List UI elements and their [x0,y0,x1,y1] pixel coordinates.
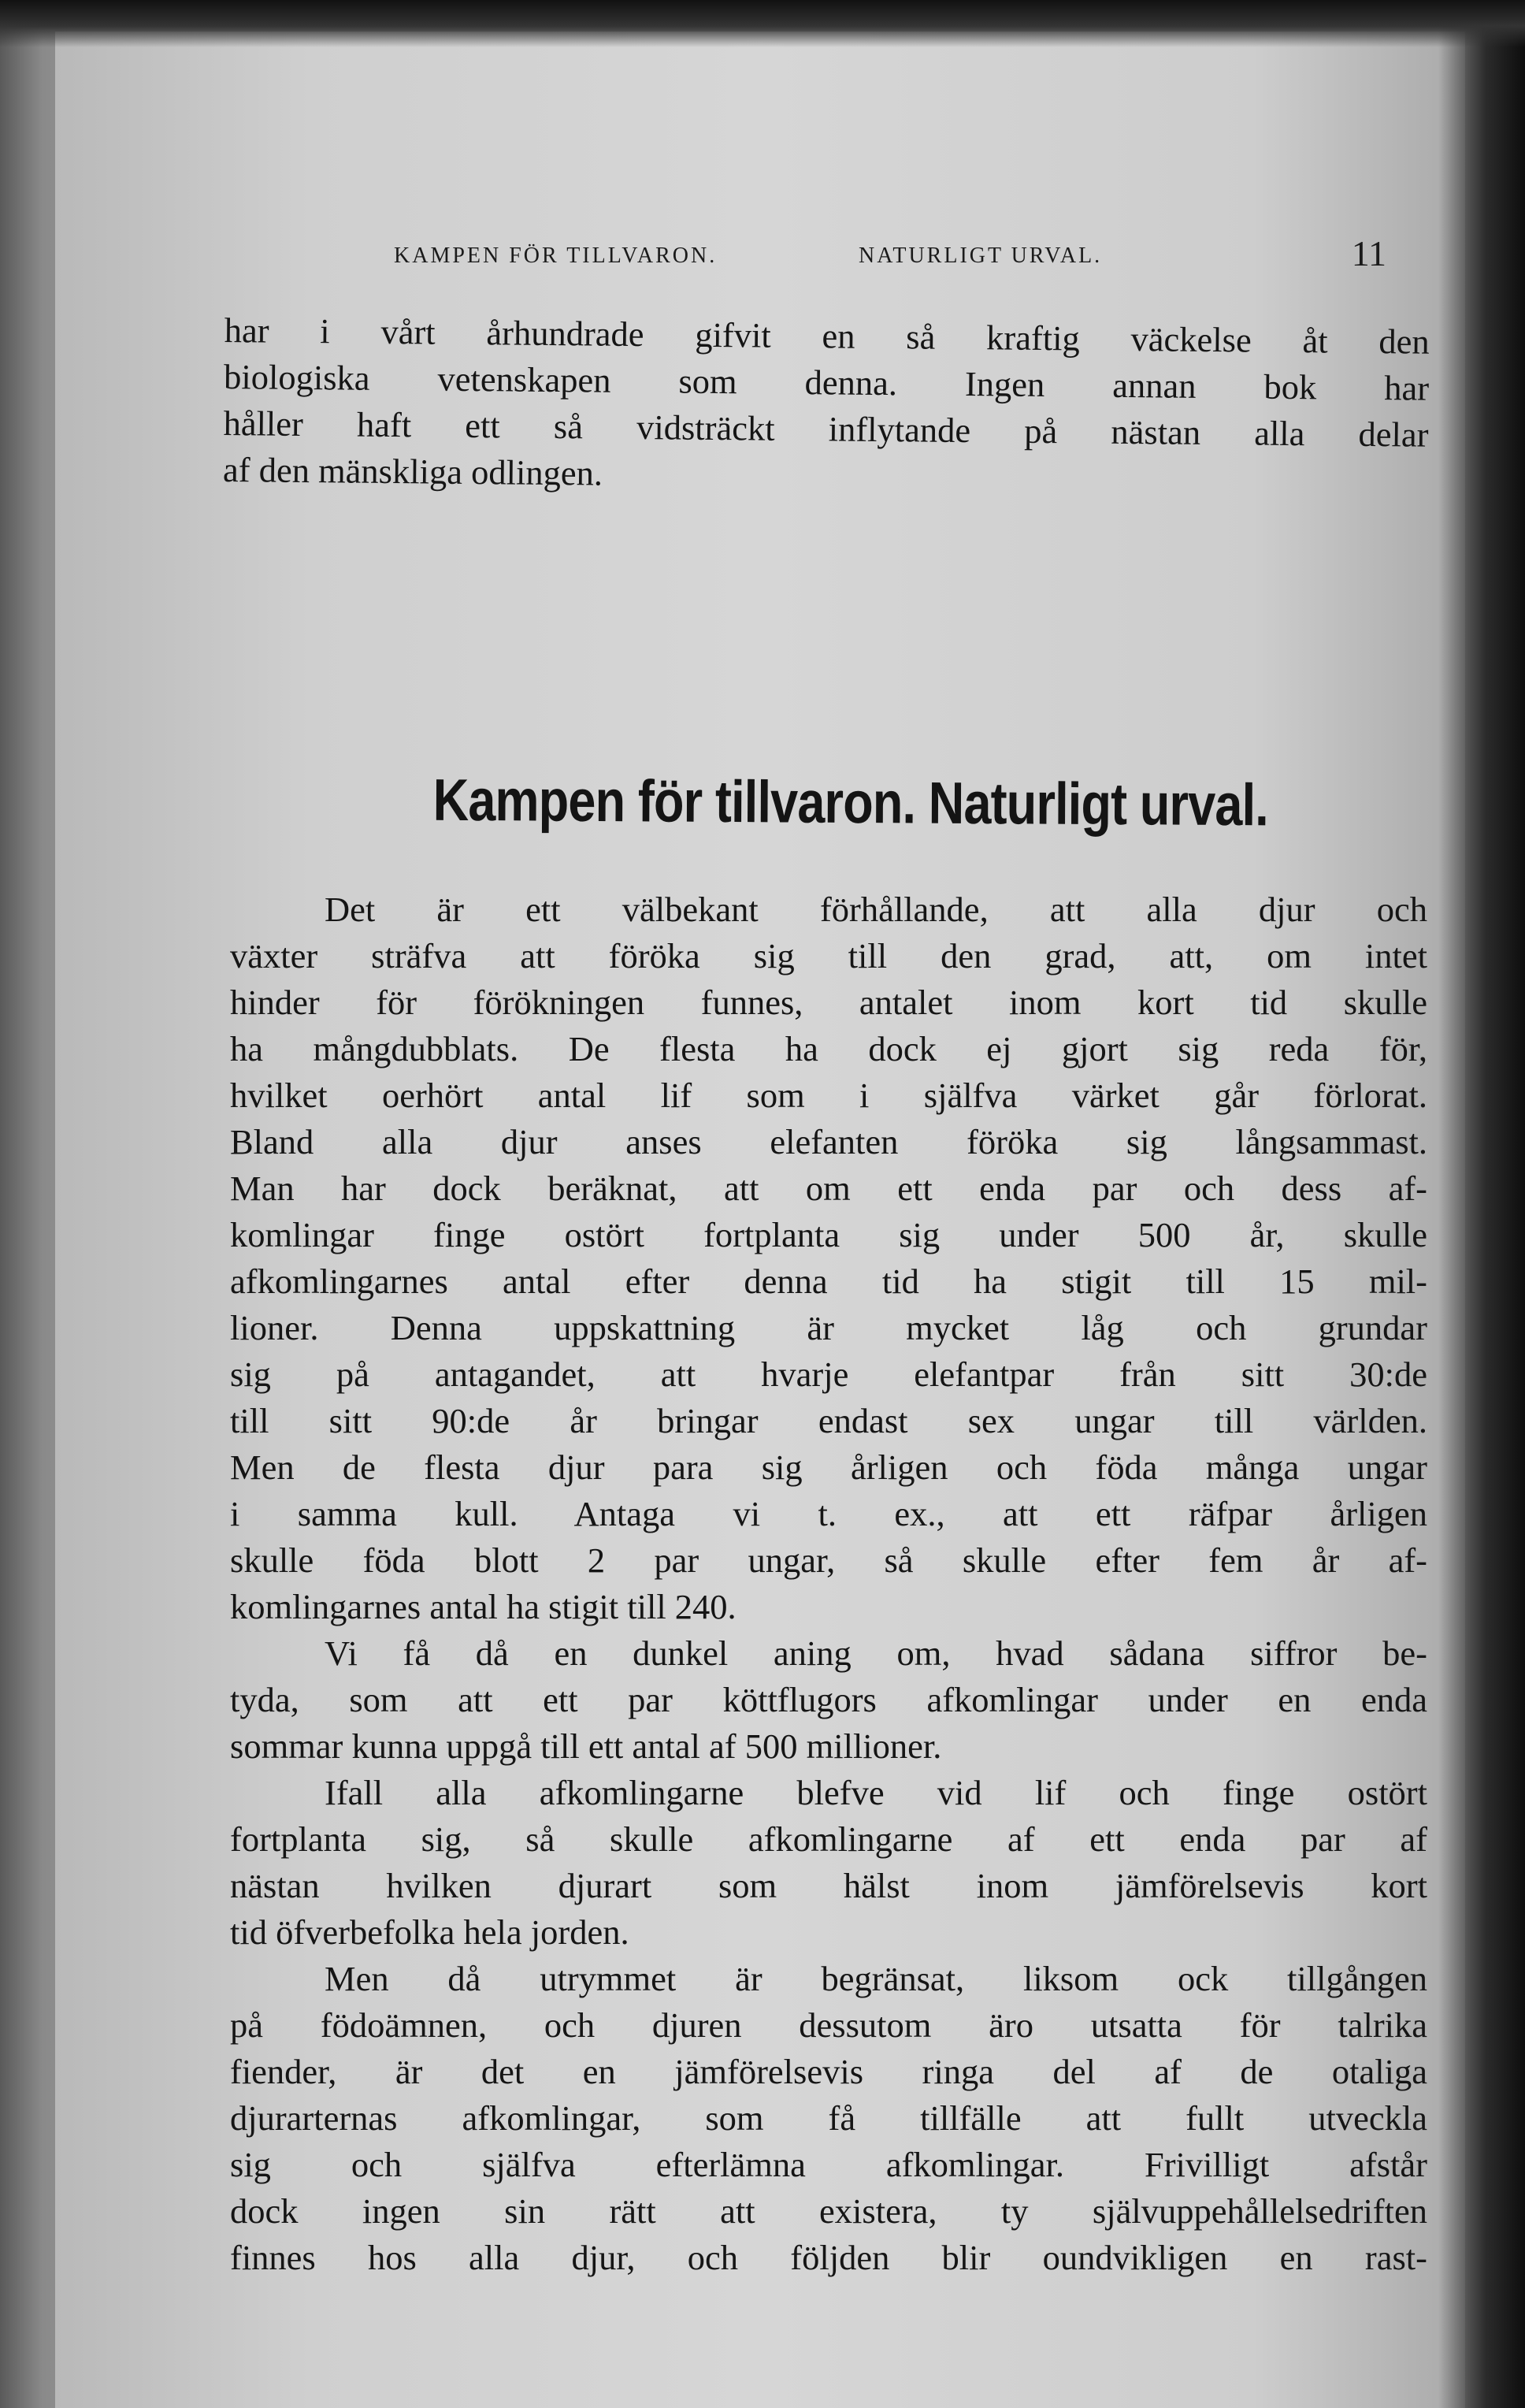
text-line: ha mångdubblats. De flesta ha dock ej gjort sig reda för, [230,1029,1427,1068]
running-head-right: NATURLIGT URVAL. [859,243,1103,268]
text-line: har i vårt århundrade gifvit en så kraftig väckelse åt den [224,310,1430,362]
page-number: 11 [1351,233,1386,273]
text-line: tyda, som att ett par köttflugors afkomlingar under en enda [230,1680,1427,1719]
text-line: djurarternas afkomlingar, som få tillfälle att fullt utveckla [230,2098,1427,2138]
section-body [230,886,1427,2281]
text-line: tid öfverbefolka hela jorden. [230,1912,629,1952]
text-line: Det är ett välbekant förhållande, att alla djur och [325,890,1427,929]
page-edge-shadow [1438,0,1525,2408]
text-line: hvilket oerhört antal lif som i själfva värket går förlorat. [230,1076,1427,1115]
text-line: Man har dock beräknat, att om ett enda par och dess af- [230,1169,1427,1208]
page-top-shadow [0,0,1525,47]
intro-paragraph [223,307,1430,505]
text-line: Men de flesta djur para sig årligen och föda många ungar [230,1447,1427,1487]
text-line: sig och själfva efterlämna afkomlingar. Frivilligt afstår [230,2145,1427,2184]
text-line: Ifall alla afkomlingarne blefve vid lif och finge ostört [325,1773,1427,1812]
text-line: Men då utrymmet är begränsat, liksom ock tillgången [325,1959,1427,1998]
text-line: håller haft ett så vidsträckt inflytande på nästan alla delar [223,403,1429,455]
book-page [55,32,1465,2408]
text-line: komlingar finge ostört fortplanta sig under 500 år, skulle [230,1215,1427,1254]
text-line: på födoämnen, och djuren dessutom äro utsatta för talrika [230,2005,1427,2045]
running-head-left: KAMPEN FÖR TILLVARON. [394,243,718,268]
text-line: Vi få då en dunkel aning om, hvad sådana siffror be- [325,1633,1427,1673]
text-line: nästan hvilken djurart som hälst inom jämförelsevis kort [230,1866,1427,1905]
text-line: till sitt 90:de år bringar endast sex ungar till världen. [230,1401,1427,1440]
running-head [394,232,1386,280]
text-line: dock ingen sin rätt att existera, ty självuppehållelsedriften [230,2191,1427,2231]
text-line: skulle föda blott 2 par ungar, så skulle efter fem år af- [230,1540,1427,1580]
text-line: växter sträfva att föröka sig till den grad, att, om intet [230,936,1427,975]
text-line: af den mänskliga odlingen. [222,449,603,493]
text-line: afkomlingarnes antal efter denna tid ha stigit till 15 mil- [230,1262,1427,1301]
text-line: sommar kunna uppgå till ett antal af 500 millioner. [230,1726,942,1766]
section-heading: Kampen för tillvaron. Naturligt urval. [432,766,1269,838]
text-line: i samma kull. Antaga vi t. ex., att ett räfpar årligen [230,1494,1427,1533]
text-line: lioner. Denna uppskattning är mycket låg och grundar [230,1308,1427,1347]
text-line: hinder för förökningen funnes, antalet inom kort tid skulle [230,983,1427,1022]
text-line: Bland alla djur anses elefanten föröka sig långsammast. [230,1122,1427,1161]
text-line: komlingarnes antal ha stigit till 240. [230,1587,737,1626]
text-line: sig på antagandet, att hvarje elefantpar från sitt 30:de [230,1354,1427,1394]
text-line: biologiska vetenskapen som denna. Ingen annan bok har [223,356,1430,408]
text-line: fortplanta sig, så skulle afkomlingarne af ett enda par af [230,1819,1427,1859]
text-line: fiender, är det en jämförelsevis ringa del af de otaliga [230,2052,1427,2091]
text-line: finnes hos alla djur, och följden blir oundvikligen en rast- [230,2238,1427,2277]
